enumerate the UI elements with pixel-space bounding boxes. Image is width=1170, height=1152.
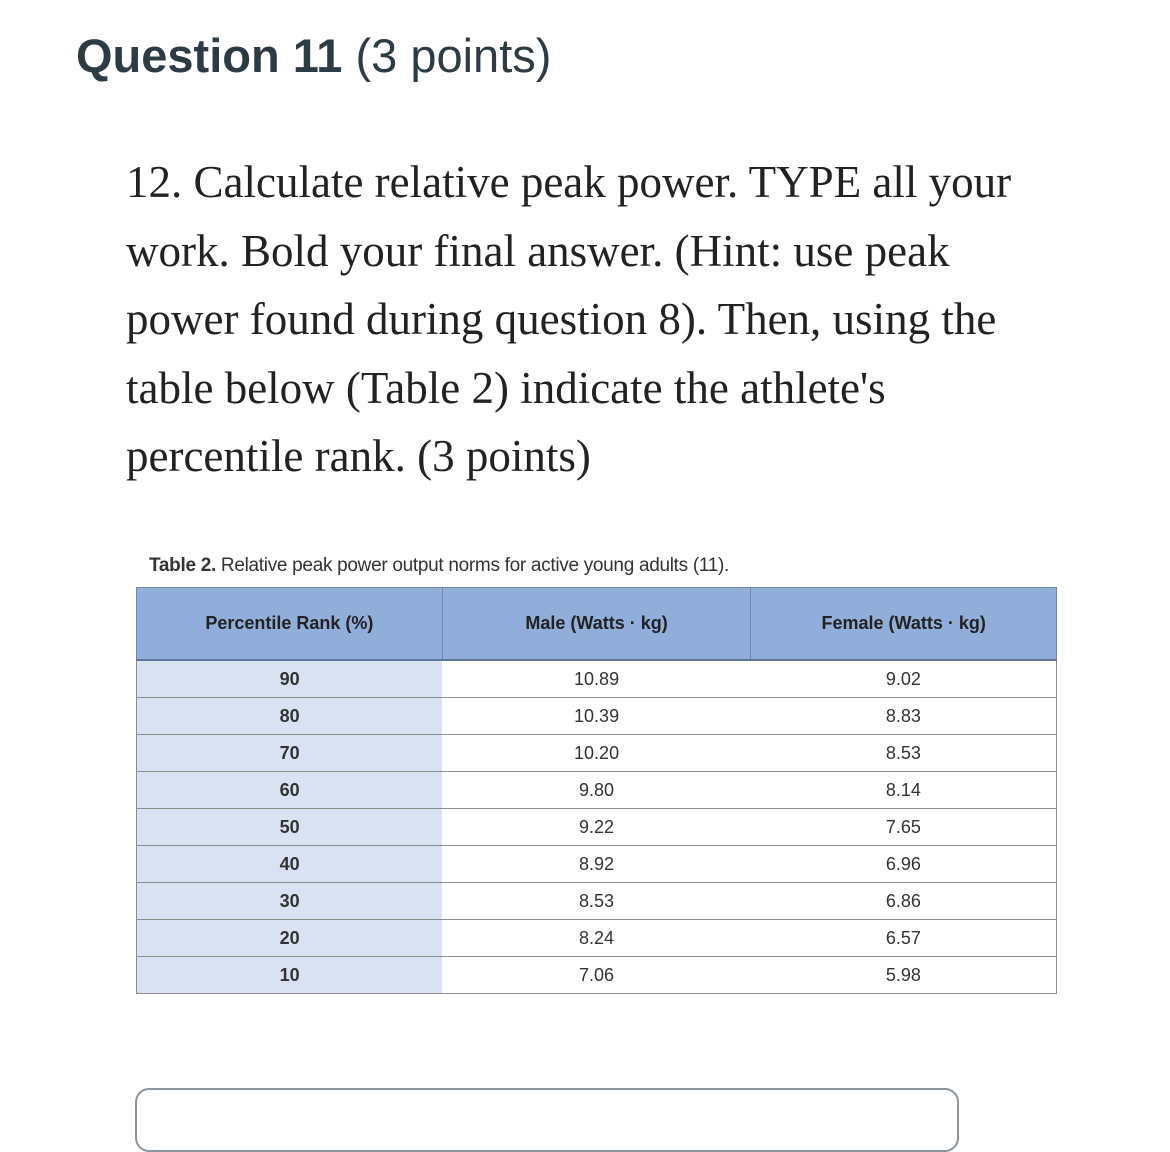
cell-female: 7.65: [751, 809, 1057, 846]
table-row: [137, 920, 1057, 957]
cell-rank: 30: [137, 883, 443, 920]
question-header: [76, 28, 551, 83]
cell-male: 9.80: [442, 772, 751, 809]
cell-rank: 90: [137, 660, 443, 698]
cell-rank: 40: [137, 846, 443, 883]
cell-rank: 10: [137, 957, 443, 994]
table-header-row: [137, 588, 1057, 661]
table-row: [137, 735, 1057, 772]
cell-female: 6.96: [751, 846, 1057, 883]
cell-female: 6.57: [751, 920, 1057, 957]
table-row: [137, 846, 1057, 883]
table-caption-label: Table 2.: [149, 555, 216, 576]
cell-male: 7.06: [442, 957, 751, 994]
cell-rank: 70: [137, 735, 443, 772]
norms-table: [136, 587, 1057, 994]
cell-male: 8.53: [442, 883, 751, 920]
header-percentile-rank: Percentile Rank (%): [137, 588, 443, 661]
cell-female: 8.83: [751, 698, 1057, 735]
table-row: [137, 698, 1057, 735]
table-row: [137, 957, 1057, 994]
cell-female: 9.02: [751, 660, 1057, 698]
cell-male: 10.39: [442, 698, 751, 735]
cell-female: 6.86: [751, 883, 1057, 920]
cell-female: 8.14: [751, 772, 1057, 809]
table-row: [137, 660, 1057, 698]
cell-female: 5.98: [751, 957, 1057, 994]
header-male: Male (Watts · kg): [442, 588, 751, 661]
cell-male: 10.89: [442, 660, 751, 698]
cell-male: 8.24: [442, 920, 751, 957]
table-row: [137, 809, 1057, 846]
question-text: 12. Calculate relative peak power. TYPE all your work. Bold your final answer. (Hint: use peak power found during question 8). Then, using the table below (Table 2) indicate the athlete's percentile rank. (3 points): [126, 157, 1012, 481]
table-row: [137, 883, 1057, 920]
table-caption-text: Relative peak power output norms for active young adults (11).: [215, 555, 729, 576]
cell-rank: 80: [137, 698, 443, 735]
cell-male: 10.20: [442, 735, 751, 772]
question-title: Question 11: [76, 29, 343, 82]
header-female: Female (Watts · kg): [751, 588, 1057, 661]
table-caption: [149, 555, 729, 577]
answer-editor-box[interactable]: [135, 1088, 959, 1152]
cell-rank: 60: [137, 772, 443, 809]
cell-female: 8.53: [751, 735, 1057, 772]
cell-rank: 20: [137, 920, 443, 957]
cell-male: 9.22: [442, 809, 751, 846]
cell-rank: 50: [137, 809, 443, 846]
table-row: [137, 772, 1057, 809]
question-points: (3 points): [355, 29, 552, 82]
cell-male: 8.92: [442, 846, 751, 883]
